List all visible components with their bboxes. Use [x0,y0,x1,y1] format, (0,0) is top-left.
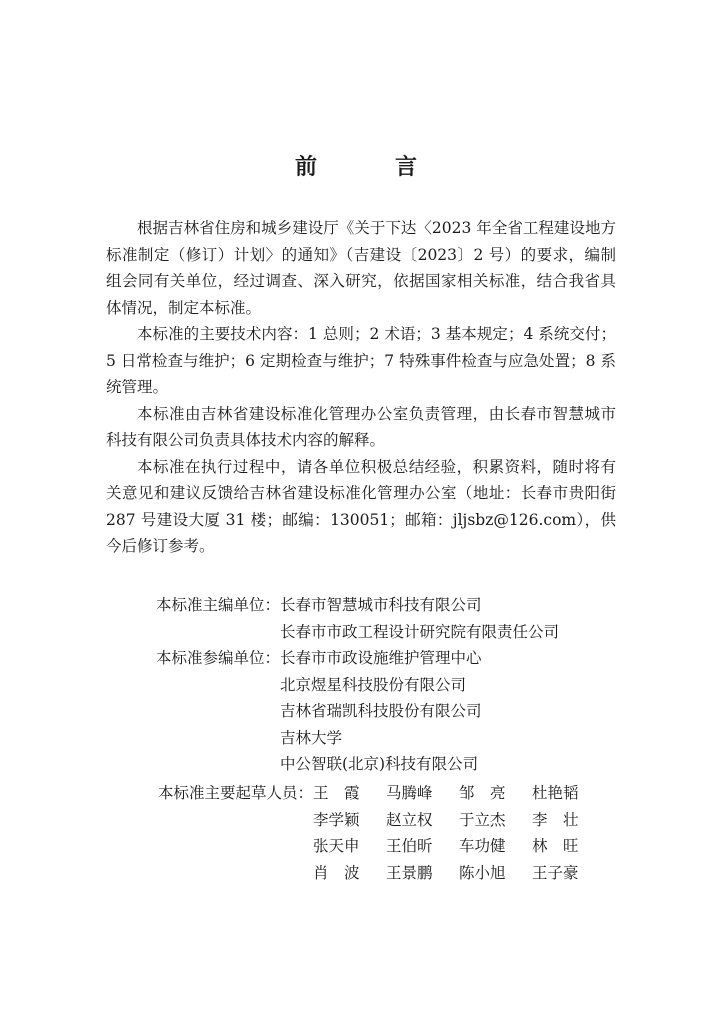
participating-unit-row [106,725,626,752]
drafter-name: 车功健 [459,837,506,855]
drafter-name: 李 壮 [532,810,579,829]
paragraph-management: 本标准由吉林省建设标准化管理办公室负责管理，由长春市智慧城市科技有限公司负责具体技术内容的解释。 [106,404,616,449]
participating-unit-row [106,672,626,699]
drafter-name: 邹 亮 [459,784,506,802]
participating-unit-name: 北京煜星科技股份有限公司 [280,675,467,694]
chief-unit-name: 长春市智慧城市科技有限公司 [280,596,482,614]
preface-body [106,215,616,560]
drafter-row [313,860,605,887]
drafter-name: 杜艳韬 [532,784,579,802]
units-block [106,592,626,778]
paragraph-content: 本标准的主要技术内容：1 总则；2 术语；3 基本规定；4 系统交付；5 日常检查与维护；6 定期检查与维护；7 特殊事件检查与应急处置；8 系统管理。 [106,325,616,396]
drafter-name: 肖 波 [313,863,360,882]
drafter-name: 李学颖 [313,810,360,829]
participating-unit-row [106,645,626,672]
drafter-row [313,833,605,860]
drafter-name: 王 霞 [313,784,360,802]
drafter-row [313,780,605,807]
drafters-block [106,780,626,886]
participating-unit-name: 吉林大学 [280,728,343,747]
drafters-names [313,780,605,886]
drafter-name: 王景鹏 [386,863,433,882]
participating-unit-name: 吉林省瑞凯科技股份有限公司 [280,702,482,720]
participating-unit-name: 中公智联(北京)科技有限公司 [280,755,479,773]
page-title: 前 言 [294,154,445,180]
drafter-row [313,807,605,834]
chief-units-label: 本标准主编单位： [155,596,280,614]
chief-unit-row [106,619,626,646]
drafter-name: 于立杰 [459,810,506,829]
paragraph-basis: 根据吉林省住房和城乡建设厅《关于下达〈2023 年全省工程建设地方标准制定（修订）计划〉的通知》（吉建设〔2023〕2 号）的要求，编制组会同有关单位，经过调查、深入研究，依据国家相关标准，结合我省具体情况，制定本标准。 [106,219,616,317]
paragraph-feedback: 本标准在执行过程中，请各单位积极总结经验，积累资料，随时将有关意见和建议反馈给吉林省建设标准化管理办公室（地址：长春市贵阳街 287 号建设大厦 31 楼；邮编：130051；邮箱：jljsbz@126.com），供今后修订参考。 [106,457,616,555]
drafter-name: 马腾峰 [386,784,433,802]
chief-unit-name: 长春市市政工程设计研究院有限责任公司 [280,622,560,641]
participating-unit-row [106,698,626,725]
chief-unit-row [106,592,626,619]
drafter-name: 赵立权 [386,810,433,829]
participating-units-label: 本标准参编单位： [155,649,280,667]
drafter-name: 王伯昕 [386,837,433,855]
drafter-name: 林 旺 [532,837,579,855]
drafter-name: 张天申 [313,837,360,855]
drafter-name: 王子豪 [532,863,579,882]
drafter-name: 陈小旭 [459,863,506,882]
drafters-label: 本标准主要起草人员： [157,784,313,802]
participating-unit-name: 长春市市政设施维护管理中心 [280,649,482,667]
participating-unit-row [106,751,626,778]
